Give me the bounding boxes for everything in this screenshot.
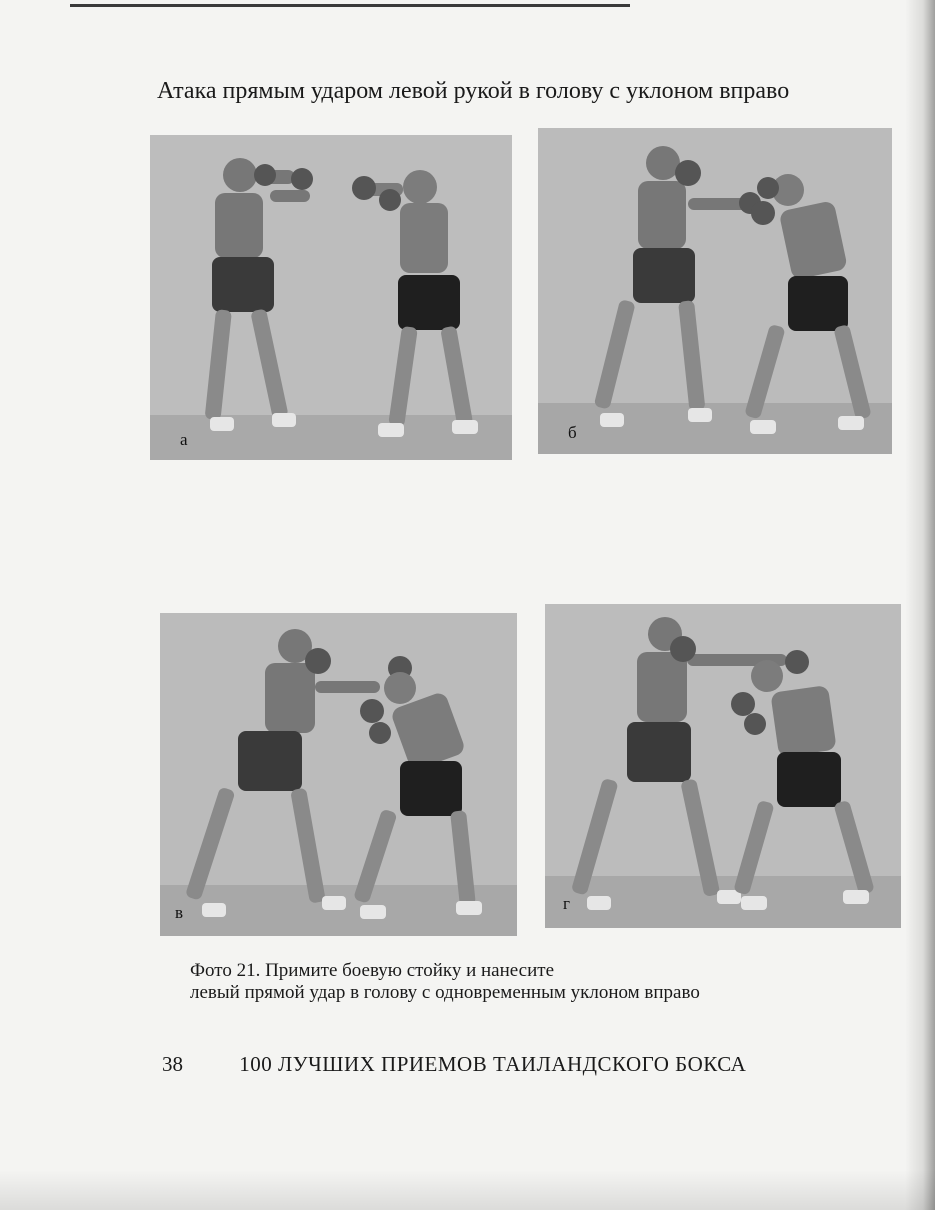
page-number: 38 [162, 1052, 183, 1076]
photo-d [545, 604, 901, 928]
page-bottom-shadow [0, 1170, 935, 1210]
photo-label: б [568, 423, 577, 442]
page-edge-shadow [905, 0, 935, 1210]
caption-line-1: Фото 21. Примите боевую стойку и нанесите [190, 960, 555, 981]
photo-c-image [160, 613, 517, 936]
photo-b-image [538, 128, 892, 454]
section-title: Атака прямым ударом левой рукой в голову с уклоном вправо [157, 78, 790, 104]
book-title: 100 ЛУЧШИХ ПРИЕМОВ ТАИЛАНДСКОГО БОКСА [239, 1052, 747, 1076]
caption-line-2: левый прямой удар в голову с одновременным уклоном вправо [190, 982, 700, 1003]
photo-label: а [180, 430, 188, 449]
photo-d-image [545, 604, 901, 928]
photo-b [538, 128, 892, 454]
photo-caption [190, 960, 700, 1004]
page-footer [162, 1052, 746, 1077]
photo-label: в [175, 903, 184, 922]
photo-c [160, 613, 517, 936]
photo-a [150, 135, 512, 460]
photo-a-image [150, 135, 512, 460]
top-rule [70, 4, 630, 7]
photo-label: г [563, 894, 570, 913]
